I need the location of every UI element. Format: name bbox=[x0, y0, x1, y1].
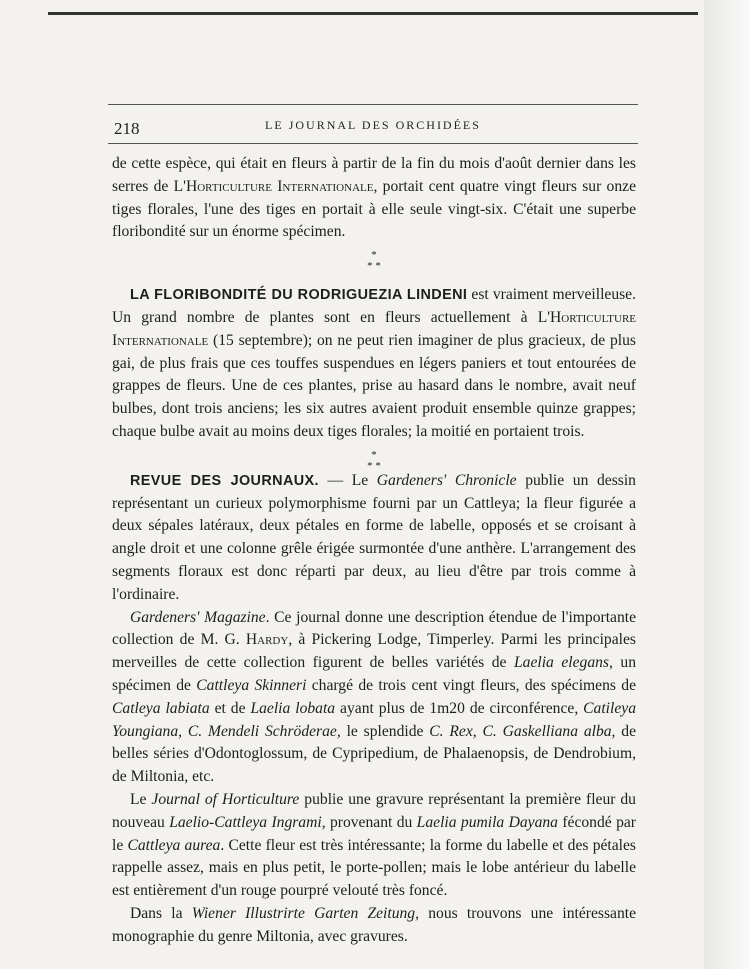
running-header bbox=[108, 104, 638, 144]
paragraph-floribondite: LA FLORIBONDITÉ DU RODRIGUEZIA LINDENI est vraiment merveilleuse. Un grand nombre de plantes sont en fleurs actuellement à L'Horticulture Internationale (15 septembre); on ne peut rien imaginer de plus gracieux, de plus gai, de plus frais que ces touffes suspendues en légers paniers et tout entourées de grappes de fleurs. Une de ces plantes, prise au hasard dans le nombre, avait neuf bulbes, dont trois anciens; les six autres avaient produit ensemble quinze grappes; chaque bulbe avait au moins deux tiges florales; la moitié en portaient trois. bbox=[112, 286, 637, 440]
page-number: 218 bbox=[114, 119, 140, 138]
paragraph-continuation: de cette espèce, qui était en fleurs à partir de la fin du mois d'août dernier dans les serres de L'Horticulture Internationale, portait cent quatre vingt fleurs sur onze tiges florales, l'une des tiges en portait à elle seule vingt-six. C'était une superbe floribondité sur un énorme spécimen. bbox=[112, 155, 636, 241]
asterism-separator: * * * bbox=[367, 448, 381, 472]
paragraph-journal-of-horticulture: Le Journal of Horticulture publie une gravure représentant la première fleur du nouveau Laelio-Cattleya Ingrami, provenant du Laelia pumila Dayana fécondé par le Cattleya aurea. Cette fleur est très intéressante; la forme du labelle et des pétales rappelle assez, mais en plus petit, le porte-pollen; mais le lobe antérieur du labelle est entièrement d'un rouge pourpré velouté très foncé. bbox=[112, 790, 636, 900]
body-text bbox=[112, 153, 636, 949]
top-scan-edge bbox=[48, 12, 698, 15]
paragraph-revue: REVUE DES JOURNAUX. — Le Gardeners' Chronicle publie un dessin représentant un curieux polymorphisme fourni par un Cattleya; la fleur figurée a deux sépales latéraux, deux pétales en forme de labelle, opposés et se croisant à angle droit et une colonne grêle érigée surmontée d'une anthère. L'arrangement des segments floraux est donc réparti par deux, au lieu d'être par trois comme à l'ordinaire. bbox=[112, 471, 636, 603]
asterism-separator: * * * bbox=[367, 249, 381, 273]
paragraph-wiener: Dans la Wiener Illustrirte Garten Zeitung, nous trouvons une intéressante monographie du genre Miltonia, avec gravures. bbox=[112, 904, 636, 945]
right-scan-edge bbox=[704, 0, 750, 969]
paragraph-gardeners-magazine: Gardeners' Magazine. Ce journal donne une description étendue de l'importante collection de M. G. Hardy, à Pickering Lodge, Timperley. Parmi les principales merveilles de cette collection figurent de belles variétés de Laelia elegans, un spécimen de Cattleya Skinneri chargé de trois cent vingt fleurs, des spécimens de Catleya labiata et de Laelia lobata ayant plus de 1m20 de circonférence, Catileya Youngiana, C. Mendeli Schröderae, le splendide C. Rex, C. Gaskelliana alba, de belles séries d'Odontoglossum, de Cypripedium, de Phalaenopsis, de Dendrobium, de Miltonia, etc. bbox=[112, 608, 637, 786]
section-heading: LA FLORIBONDITÉ DU RODRIGUEZIA LINDENI bbox=[130, 287, 468, 304]
running-title: LE JOURNAL DES ORCHIDÉES bbox=[265, 118, 481, 132]
section-heading: REVUE DES JOURNAUX. bbox=[130, 472, 319, 489]
